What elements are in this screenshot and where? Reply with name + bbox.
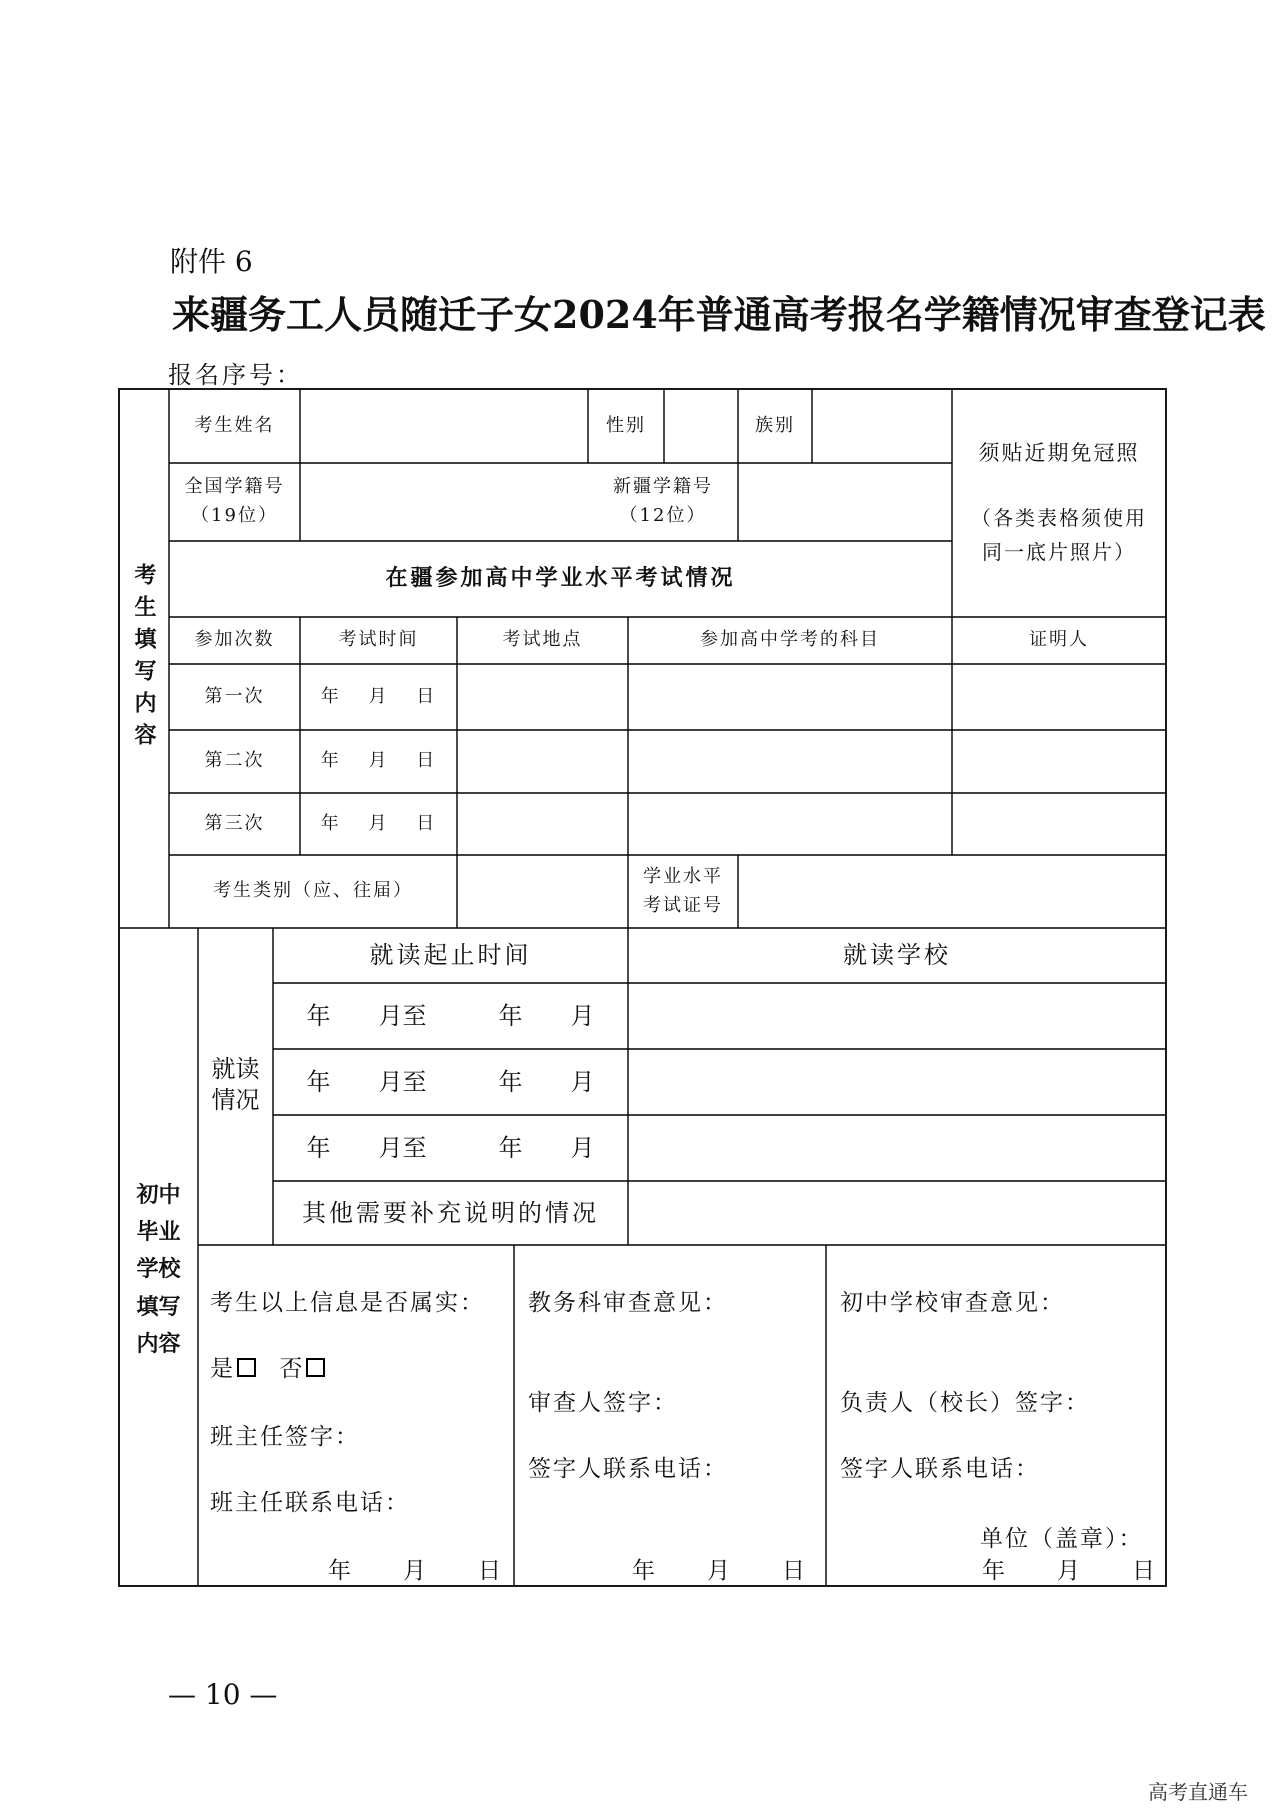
name-field[interactable] bbox=[300, 389, 588, 463]
gender-field[interactable] bbox=[664, 389, 738, 463]
reviewer-sign-label: 审查人签字： bbox=[528, 1390, 678, 1416]
registration-number-label: 报名序号： bbox=[168, 361, 303, 389]
name-label: 考生姓名 bbox=[194, 414, 275, 436]
no-checkbox[interactable] bbox=[306, 1358, 325, 1377]
exam-date-field[interactable]: 年 月 日 bbox=[320, 812, 437, 834]
school-name-field[interactable] bbox=[628, 1049, 1166, 1115]
teacher-phone-label: 班主任联系电话： bbox=[210, 1490, 410, 1516]
form-title: 来疆务工人员随迁子女2024年普通高考报名学籍情况审查登记表 bbox=[172, 292, 1266, 337]
period-header: 就读起止时间 bbox=[369, 941, 532, 970]
col-witness-header: 证明人 bbox=[1029, 629, 1089, 651]
student-section-label: 考生填写内容 bbox=[131, 562, 158, 755]
col-subjects-header: 参加高中学考的科目 bbox=[700, 629, 880, 651]
study-period-field[interactable]: 年 月至 年 月 bbox=[306, 1067, 595, 1096]
reviewer-phone-label: 签字人联系电话： bbox=[528, 1456, 728, 1482]
school-name-field[interactable] bbox=[628, 983, 1166, 1049]
xinjiang-id-field[interactable] bbox=[738, 463, 952, 541]
xinjiang-id-label: 新疆学籍号 （12位） bbox=[613, 476, 713, 526]
study-period-field[interactable]: 年 月至 年 月 bbox=[306, 1001, 595, 1030]
study-label: 就读情况 bbox=[211, 1054, 260, 1114]
table-row: 第三次 bbox=[204, 812, 265, 834]
yes-checkbox[interactable] bbox=[237, 1358, 256, 1377]
seal-label: 单位（盖章）： bbox=[980, 1526, 1144, 1552]
category-field[interactable] bbox=[457, 855, 628, 928]
cert-number-field[interactable] bbox=[738, 855, 1166, 928]
watermark: 高考直通车 bbox=[1148, 1780, 1248, 1804]
ethnicity-label: 族别 bbox=[755, 414, 795, 436]
study-period-field[interactable]: 年 月至 年 月 bbox=[306, 1133, 595, 1162]
school-phone-label: 签字人联系电话： bbox=[840, 1456, 1040, 1482]
verify-question: 考生以上信息是否属实： bbox=[210, 1290, 485, 1316]
school-review-title: 初中学校审查意见： bbox=[840, 1290, 1065, 1316]
category-label: 考生类别（应、往届） bbox=[213, 880, 413, 902]
exam-date-field[interactable]: 年 月 日 bbox=[320, 750, 437, 772]
school-section-label: 初中毕业学校填写内容 bbox=[136, 1181, 181, 1358]
yes-option-label: 是 bbox=[210, 1356, 235, 1382]
photo-note-detail: （各类表格须使用同一底片照片） bbox=[971, 505, 1147, 564]
table-row: 第二次 bbox=[204, 750, 265, 772]
attachment-label: 附件 6 bbox=[170, 245, 253, 278]
photo-box[interactable] bbox=[952, 389, 1166, 617]
national-id-label: 全国学籍号 （19位） bbox=[184, 476, 285, 526]
other-info-label: 其他需要补充说明的情况 bbox=[302, 1198, 599, 1227]
no-option-label: 否 bbox=[279, 1356, 305, 1382]
ethnicity-field[interactable] bbox=[812, 389, 952, 463]
exam-date-field[interactable]: 年 月 日 bbox=[320, 685, 437, 707]
national-id-field[interactable] bbox=[300, 463, 588, 541]
table-row: 第一次 bbox=[204, 685, 265, 707]
page-number: — 10 — bbox=[168, 1678, 278, 1711]
academic-affairs-title: 教务科审查意见： bbox=[528, 1290, 728, 1316]
col-count-header: 参加次数 bbox=[194, 629, 275, 651]
other-info-field[interactable] bbox=[628, 1181, 1166, 1245]
school-name-field[interactable] bbox=[628, 1115, 1166, 1181]
col-date-header: 考试时间 bbox=[338, 629, 419, 651]
academic-affairs-date: 年 月 日 bbox=[632, 1558, 807, 1584]
gender-label: 性别 bbox=[606, 414, 646, 436]
teacher-sign-label: 班主任签字： bbox=[210, 1424, 360, 1450]
col-location-header: 考试地点 bbox=[502, 629, 583, 651]
school-review-date: 年 月 日 bbox=[982, 1558, 1157, 1584]
verify-date: 年 月 日 bbox=[328, 1558, 503, 1584]
exam-section-title: 在疆参加高中学业水平考试情况 bbox=[385, 565, 736, 592]
photo-note: 须贴近期免冠照 bbox=[978, 441, 1140, 466]
principal-sign-label: 负责人（校长）签字： bbox=[840, 1390, 1090, 1416]
cert-number-label: 学业水平 考试证号 bbox=[643, 865, 723, 916]
verify-options bbox=[210, 1350, 325, 1383]
school-header: 就读学校 bbox=[843, 941, 951, 970]
